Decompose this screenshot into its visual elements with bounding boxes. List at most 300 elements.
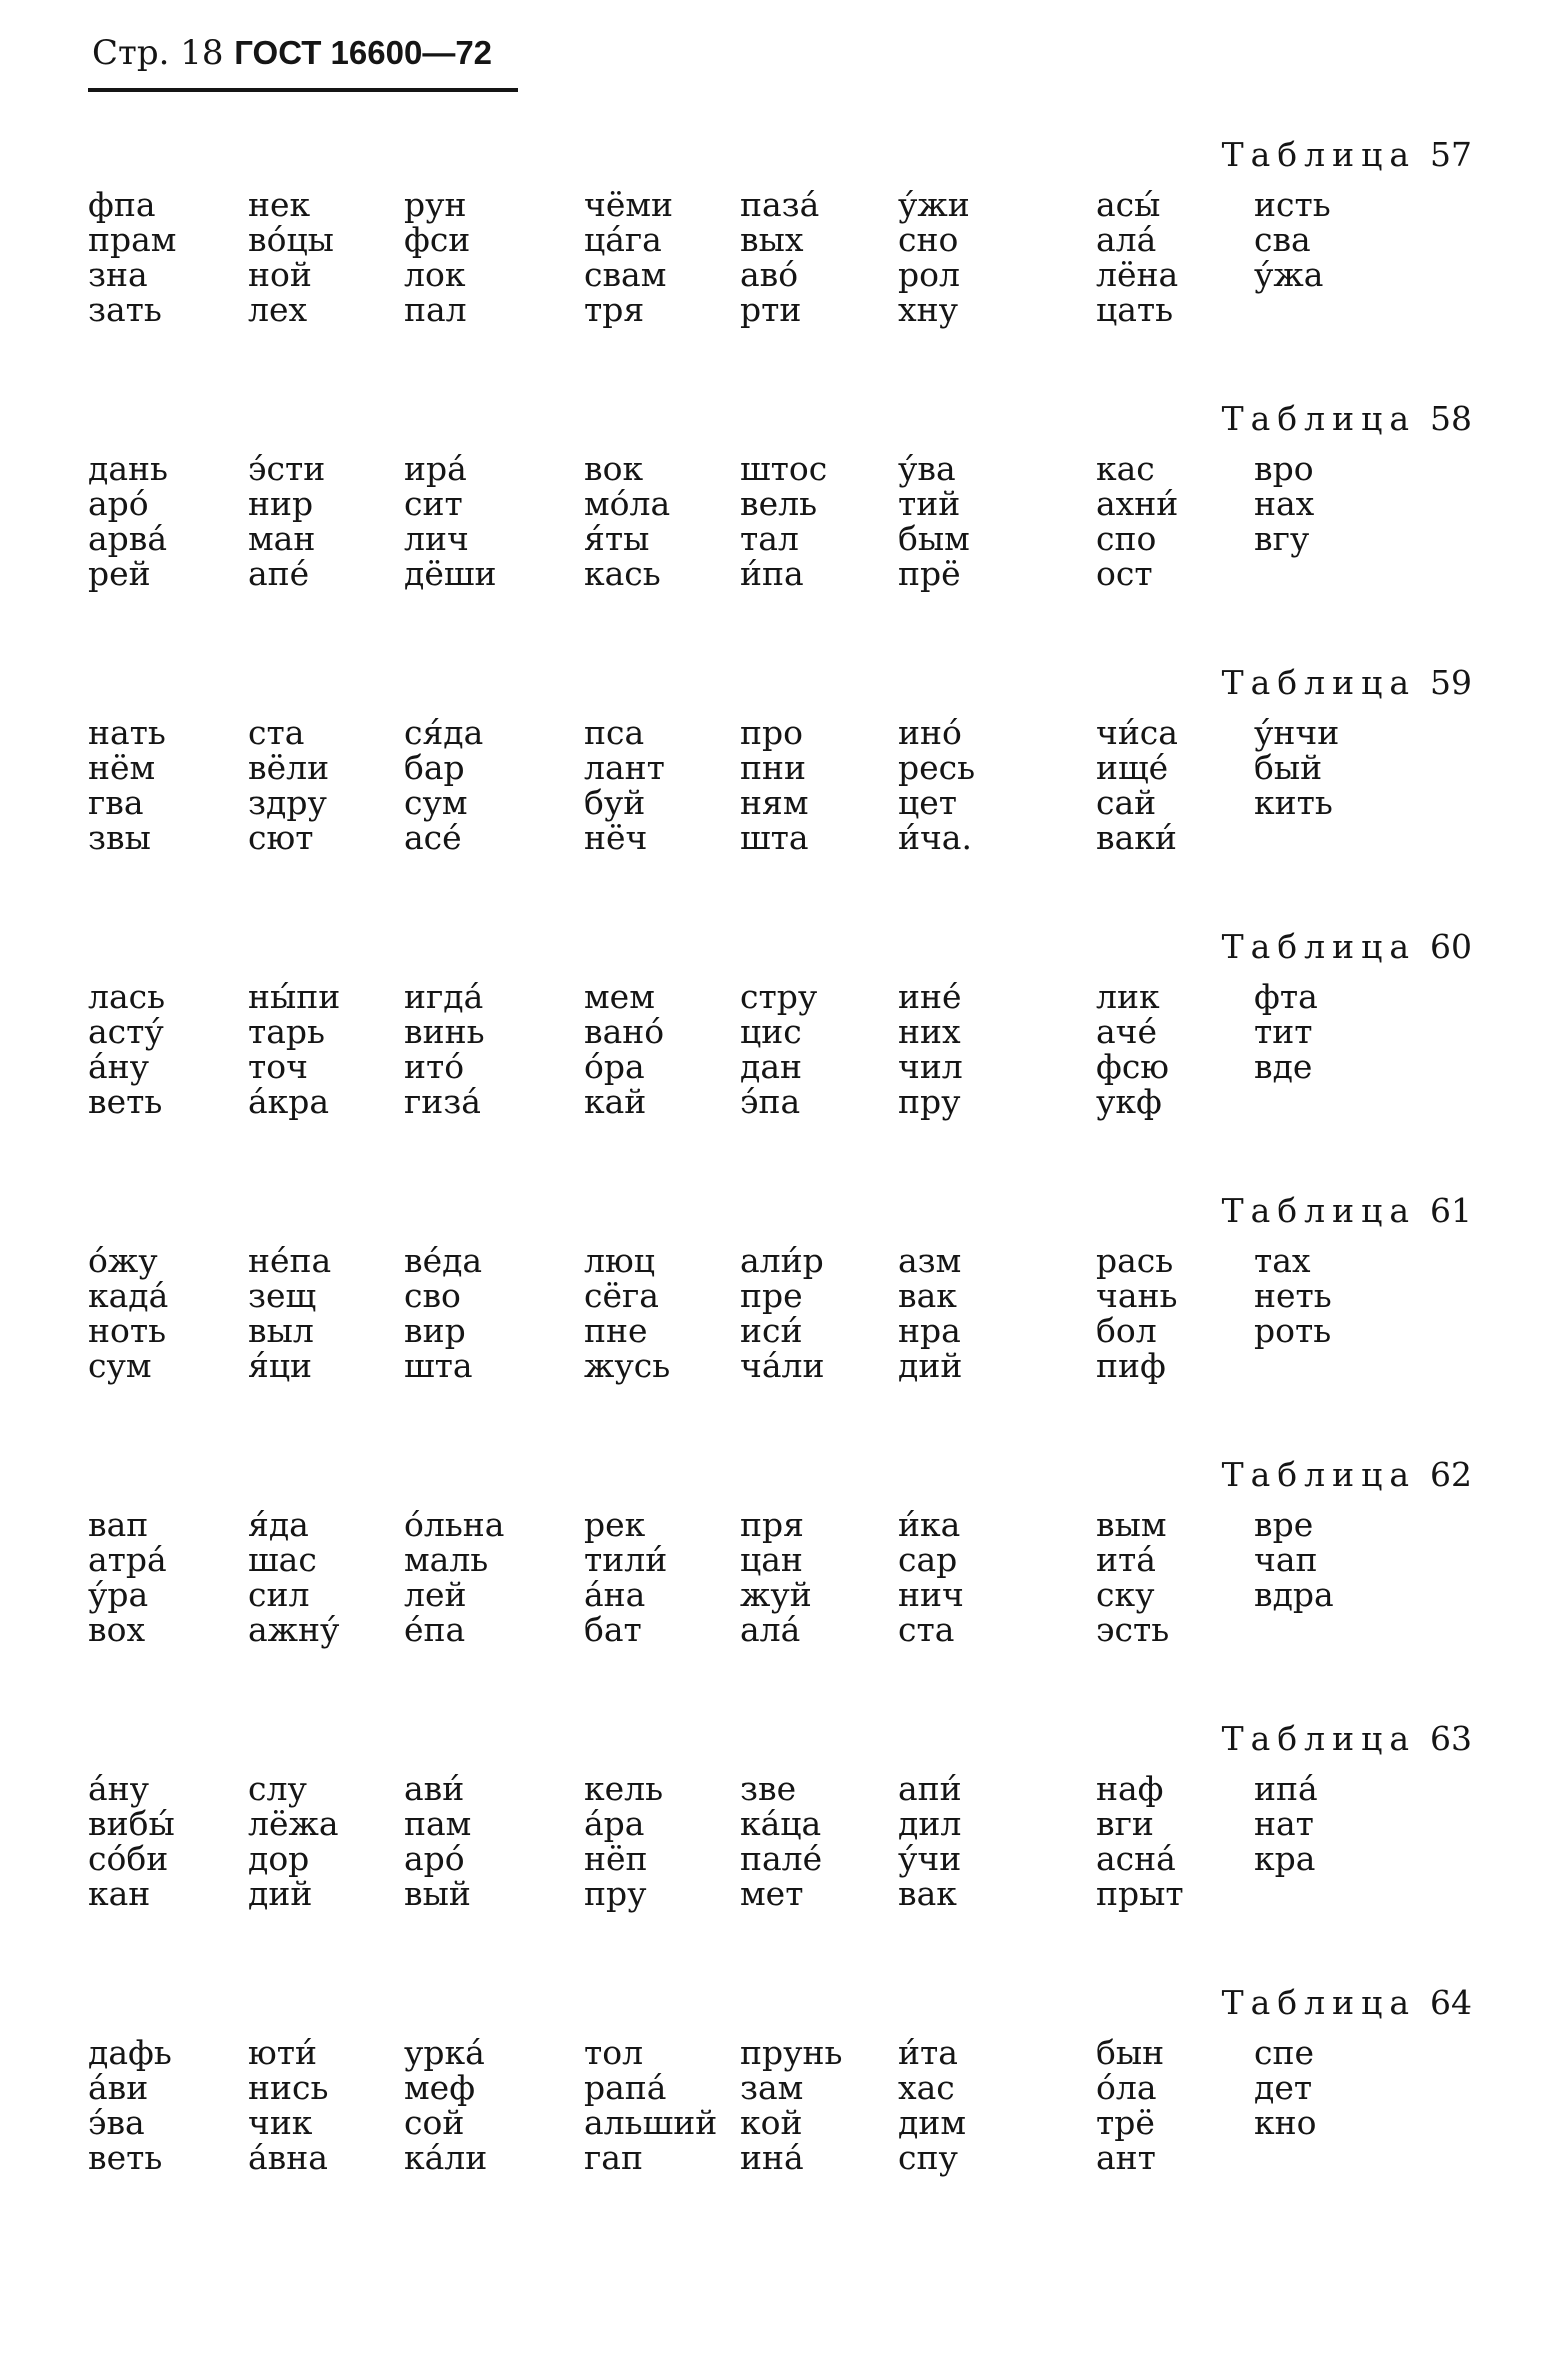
word: нич xyxy=(898,1575,964,1614)
word-column xyxy=(1254,1243,1332,1348)
word: люц xyxy=(584,1241,655,1280)
page-header xyxy=(92,33,493,73)
word-column xyxy=(404,715,483,855)
word: кра xyxy=(1254,1839,1316,1878)
word: альший xyxy=(584,2103,718,2142)
word: я́ци xyxy=(248,1346,313,1385)
word: о́ла xyxy=(1096,2068,1157,2107)
word: аро́ xyxy=(404,1839,465,1878)
word: пру xyxy=(898,1082,961,1121)
word: нир xyxy=(248,484,314,523)
word: ост xyxy=(1096,554,1153,593)
word: и́ча. xyxy=(898,818,972,857)
word: дафь xyxy=(88,2033,172,2072)
word: апе́ xyxy=(248,554,310,593)
word: ся́да xyxy=(404,713,484,752)
standard-designation: ГОСТ 16600—72 xyxy=(234,34,493,71)
word: пса xyxy=(584,713,645,752)
word: наф xyxy=(1096,1769,1164,1808)
word: пре xyxy=(740,1276,803,1315)
word: ца́га xyxy=(584,220,662,259)
word: вгу xyxy=(1254,519,1310,558)
word: прыт xyxy=(1096,1874,1184,1913)
word: ман xyxy=(248,519,316,558)
word: шас xyxy=(248,1540,317,1579)
word: пал xyxy=(404,290,467,329)
word-column xyxy=(1254,1771,1318,1876)
word-column xyxy=(1096,2035,1164,2175)
word: прунь xyxy=(740,2033,843,2072)
word-column xyxy=(584,715,665,855)
word: сют xyxy=(248,818,314,857)
word: а́вна xyxy=(248,2138,328,2177)
word: ант xyxy=(1096,2138,1156,2177)
word: меф xyxy=(404,2068,476,2107)
word: ина́ xyxy=(740,2138,804,2177)
word: цан xyxy=(740,1540,803,1579)
word-column xyxy=(1254,715,1339,820)
word: веть xyxy=(88,2138,163,2177)
word: юти́ xyxy=(248,2033,317,2072)
word: нись xyxy=(248,2068,329,2107)
word-column xyxy=(88,2035,172,2175)
word: аче́ xyxy=(1096,1012,1158,1051)
table-caption xyxy=(1222,927,1472,966)
word-column xyxy=(740,1507,812,1647)
word: хну xyxy=(898,290,959,329)
word: рол xyxy=(898,255,960,294)
word: ино́ xyxy=(898,713,962,752)
word: сво xyxy=(404,1276,461,1315)
word: трё xyxy=(1096,2103,1155,2142)
word: неть xyxy=(1254,1276,1332,1315)
table-label: Таблица xyxy=(1221,1455,1416,1494)
word: жусь xyxy=(584,1346,671,1385)
word: дий xyxy=(898,1346,963,1385)
word: о́жу xyxy=(88,1241,158,1280)
word: сай xyxy=(1096,783,1157,822)
word: слу xyxy=(248,1769,307,1808)
word: дет xyxy=(1254,2068,1313,2107)
word-column xyxy=(88,451,168,591)
word: пни xyxy=(740,748,806,787)
word-column xyxy=(248,1771,339,1911)
word-column xyxy=(404,2035,487,2175)
word: фсю xyxy=(1096,1047,1170,1086)
word: тили́ xyxy=(584,1540,668,1579)
table-number: 59 xyxy=(1430,663,1472,702)
word: ита́ xyxy=(1096,1540,1156,1579)
word: зещ xyxy=(248,1276,317,1315)
word: цис xyxy=(740,1012,802,1051)
table-caption xyxy=(1222,1455,1472,1494)
word: пне xyxy=(584,1311,648,1350)
word: кой xyxy=(740,2103,803,2142)
word: звы xyxy=(88,818,151,857)
word: а́на xyxy=(584,1575,646,1614)
word: у́жа xyxy=(1254,255,1324,294)
word: э́ва xyxy=(88,2103,145,2142)
word: о́ра xyxy=(584,1047,645,1086)
word: фси xyxy=(404,220,471,259)
word: тий xyxy=(898,484,961,523)
word-table-57 xyxy=(0,135,1564,365)
word: урка́ xyxy=(404,2033,485,2072)
word-column xyxy=(1254,979,1318,1084)
word-column xyxy=(248,715,329,855)
word-table-63 xyxy=(0,1719,1564,1949)
table-number: 62 xyxy=(1430,1455,1472,1494)
word: у́нчи xyxy=(1254,713,1340,752)
word-column xyxy=(1096,715,1178,855)
word-column xyxy=(740,187,819,327)
word: сёга xyxy=(584,1276,659,1315)
word-column xyxy=(898,187,970,327)
word-column xyxy=(404,1507,504,1647)
table-number: 61 xyxy=(1430,1191,1472,1230)
word: вак xyxy=(898,1276,957,1315)
word: апи́ xyxy=(898,1769,962,1808)
word: вёли xyxy=(248,748,330,787)
word: прам xyxy=(88,220,177,259)
word: атра́ xyxy=(88,1540,167,1579)
word: вох xyxy=(88,1610,146,1649)
word: спе xyxy=(1254,2033,1315,2072)
word: нах xyxy=(1254,484,1315,523)
word: вель xyxy=(740,484,818,523)
word: али́р xyxy=(740,1241,824,1280)
word-column xyxy=(740,1243,824,1383)
table-number: 64 xyxy=(1430,1983,1472,2022)
word-column xyxy=(584,1243,670,1383)
word: не́па xyxy=(248,1241,332,1280)
word: тит xyxy=(1254,1012,1313,1051)
word: е́па xyxy=(404,1610,466,1649)
word: фта xyxy=(1254,977,1318,1016)
word: кно xyxy=(1254,2103,1317,2142)
table-caption xyxy=(1222,663,1472,702)
word: ажну́ xyxy=(248,1610,340,1649)
word: роть xyxy=(1254,1311,1332,1350)
table-caption xyxy=(1222,1719,1472,1758)
word: чань xyxy=(1096,1276,1178,1315)
word: ка́ли xyxy=(404,2138,488,2177)
word: вре xyxy=(1254,1505,1314,1544)
word-column xyxy=(740,2035,843,2175)
word-column xyxy=(1096,1771,1184,1911)
word-column xyxy=(898,715,975,855)
word: бым xyxy=(898,519,970,558)
word: ипа́ xyxy=(1254,1769,1318,1808)
word: гап xyxy=(584,2138,643,2177)
word: вый xyxy=(404,1874,471,1913)
word: винь xyxy=(404,1012,485,1051)
word: ны́пи xyxy=(248,977,341,1016)
word: ча́ли xyxy=(740,1346,825,1385)
word: со́би xyxy=(88,1839,169,1878)
word-column xyxy=(248,2035,328,2175)
table-caption xyxy=(1222,1983,1472,2022)
word-column xyxy=(404,1771,471,1911)
word: пале́ xyxy=(740,1839,823,1878)
word: а́кра xyxy=(248,1082,330,1121)
word: рун xyxy=(404,185,467,224)
word-column xyxy=(404,1243,482,1383)
word: пиф xyxy=(1096,1346,1166,1385)
word-column xyxy=(1096,1243,1177,1383)
word-column xyxy=(584,979,664,1119)
word: лей xyxy=(404,1575,467,1614)
word-column xyxy=(1254,2035,1317,2140)
word: пру xyxy=(584,1874,647,1913)
word: дий xyxy=(248,1874,313,1913)
word: точ xyxy=(248,1047,308,1086)
word: вдра xyxy=(1254,1575,1334,1614)
word: ста xyxy=(248,713,305,752)
word: кить xyxy=(1254,783,1333,822)
word: а́ну xyxy=(88,1769,150,1808)
word: тарь xyxy=(248,1012,326,1051)
word: кась xyxy=(584,554,661,593)
word-column xyxy=(88,187,176,327)
word: маль xyxy=(404,1540,489,1579)
word-column xyxy=(404,451,497,591)
word: сой xyxy=(404,2103,465,2142)
word: бол xyxy=(1096,1311,1157,1350)
word: лок xyxy=(404,255,466,294)
word: чик xyxy=(248,2103,313,2142)
word-column xyxy=(740,979,817,1119)
word: вых xyxy=(740,220,804,259)
word: нёч xyxy=(584,818,648,857)
word: рапа́ xyxy=(584,2068,667,2107)
word: у́чи xyxy=(898,1839,962,1878)
table-label: Таблица xyxy=(1221,135,1416,174)
word: у́ра xyxy=(88,1575,149,1614)
word: лант xyxy=(584,748,665,787)
word: бар xyxy=(404,748,465,787)
word: вым xyxy=(1096,1505,1167,1544)
word-column xyxy=(248,451,325,591)
word: а́ра xyxy=(584,1804,645,1843)
word-column xyxy=(584,187,673,327)
word-column xyxy=(1096,451,1178,591)
word-column xyxy=(898,979,963,1119)
table-caption xyxy=(1222,135,1472,174)
word: мем xyxy=(584,977,655,1016)
word: чап xyxy=(1254,1540,1318,1579)
word: цать xyxy=(1096,290,1174,329)
word-column xyxy=(88,979,165,1119)
word: вап xyxy=(88,1505,149,1544)
table-label: Таблица xyxy=(1221,1983,1416,2022)
word-column xyxy=(88,1243,168,1383)
page-number: Стр. 18 xyxy=(92,33,224,73)
word-column xyxy=(1096,979,1169,1119)
word: сва xyxy=(1254,220,1311,259)
word: бат xyxy=(584,1610,642,1649)
word-column xyxy=(404,979,485,1119)
word: сар xyxy=(898,1540,958,1579)
word: ка́ца xyxy=(740,1804,822,1843)
word: вок xyxy=(584,449,644,488)
word-column xyxy=(1254,451,1314,556)
table-caption xyxy=(1222,399,1472,438)
word: выл xyxy=(248,1311,314,1350)
table-caption xyxy=(1222,1191,1472,1230)
word: зна xyxy=(88,255,148,294)
word-column xyxy=(898,1771,962,1911)
word: штос xyxy=(740,449,828,488)
word: и́ка xyxy=(898,1505,961,1544)
word: исть xyxy=(1254,185,1331,224)
word: свам xyxy=(584,255,667,294)
word-column xyxy=(740,451,827,591)
word-column xyxy=(248,187,334,327)
word-table-62 xyxy=(0,1455,1564,1685)
word: прё xyxy=(898,554,961,593)
word: веть xyxy=(88,1082,163,1121)
word: а́ви xyxy=(88,2068,149,2107)
word: асе́ xyxy=(404,818,462,857)
word: лёна xyxy=(1096,255,1179,294)
word: ала́ xyxy=(1096,220,1157,259)
word: у́ва xyxy=(898,449,956,488)
word: чёми xyxy=(584,185,674,224)
word: чил xyxy=(898,1047,963,1086)
word: и́та xyxy=(898,2033,958,2072)
word: нoть xyxy=(88,1311,167,1350)
word: тал xyxy=(740,519,799,558)
word-column xyxy=(898,1243,962,1383)
word: о́льна xyxy=(404,1505,505,1544)
word: я́ты xyxy=(584,519,650,558)
word: хас xyxy=(898,2068,955,2107)
table-number: 63 xyxy=(1430,1719,1472,1758)
word: пам xyxy=(404,1804,472,1843)
word: кан xyxy=(88,1874,151,1913)
word: них xyxy=(898,1012,961,1051)
word: лич xyxy=(404,519,469,558)
word: рась xyxy=(1096,1241,1174,1280)
word: э́па xyxy=(740,1082,801,1121)
word: сум xyxy=(404,783,468,822)
word: буй xyxy=(584,783,646,822)
word: нёп xyxy=(584,1839,648,1878)
word: бый xyxy=(1254,748,1323,787)
word-table-61 xyxy=(0,1191,1564,1421)
word-table-64 xyxy=(0,1983,1564,2213)
word: укф xyxy=(1096,1082,1162,1121)
word: тол xyxy=(584,2033,644,2072)
word-table-58 xyxy=(0,399,1564,629)
word-column xyxy=(248,1243,331,1383)
word-column xyxy=(584,2035,717,2175)
word: я́да xyxy=(248,1505,309,1544)
word: игда́ xyxy=(404,977,484,1016)
word: дань xyxy=(88,449,168,488)
word: ине́ xyxy=(898,977,962,1016)
word: про xyxy=(740,713,803,752)
word: тря xyxy=(584,290,645,329)
word: фпа xyxy=(88,185,156,224)
word-column xyxy=(740,715,809,855)
word: дан xyxy=(740,1047,802,1086)
word: азм xyxy=(898,1241,962,1280)
word: зать xyxy=(88,290,162,329)
word: чи́са xyxy=(1096,713,1178,752)
word: нат xyxy=(1254,1804,1314,1843)
word: паза́ xyxy=(740,185,820,224)
word: гва xyxy=(88,783,144,822)
table-number: 58 xyxy=(1430,399,1472,438)
word-column xyxy=(248,979,340,1119)
word-column xyxy=(898,1507,964,1647)
table-label: Таблица xyxy=(1221,1719,1416,1758)
word: лик xyxy=(1096,977,1160,1016)
word: ску xyxy=(1096,1575,1155,1614)
word: шта xyxy=(404,1346,473,1385)
word: ала́ xyxy=(740,1610,801,1649)
table-label: Таблица xyxy=(1221,927,1416,966)
header-rule xyxy=(88,88,518,92)
word: вир xyxy=(404,1311,466,1350)
word: ира́ xyxy=(404,449,467,488)
word-column xyxy=(898,2035,966,2175)
word: ресь xyxy=(898,748,976,787)
word: нём xyxy=(88,748,156,787)
word: сум xyxy=(88,1346,152,1385)
word: кас xyxy=(1096,449,1155,488)
table-label: Таблица xyxy=(1221,663,1416,702)
word: ваки́ xyxy=(1096,818,1177,857)
word-column xyxy=(88,1507,167,1647)
word: у́жи xyxy=(898,185,970,224)
word: здру xyxy=(248,783,327,822)
word: сно xyxy=(898,220,959,259)
word: када́ xyxy=(88,1276,169,1315)
word: вги xyxy=(1096,1804,1154,1843)
word-column xyxy=(1096,1507,1169,1647)
word-column xyxy=(248,1507,339,1647)
word: лёжа xyxy=(248,1804,339,1843)
word: бын xyxy=(1096,2033,1165,2072)
word: вано́ xyxy=(584,1012,665,1051)
word: пря xyxy=(740,1505,804,1544)
word-table-60 xyxy=(0,927,1564,1157)
word-column xyxy=(1096,187,1178,327)
word: асту́ xyxy=(88,1012,164,1051)
word: ста xyxy=(898,1610,955,1649)
word: аро́ xyxy=(88,484,149,523)
table-number: 60 xyxy=(1430,927,1472,966)
word: вибы́ xyxy=(88,1804,175,1843)
word: дор xyxy=(248,1839,310,1878)
word: асна́ xyxy=(1096,1839,1176,1878)
word: во́цы xyxy=(248,220,334,259)
word: нра xyxy=(898,1311,961,1350)
word: вде xyxy=(1254,1047,1313,1086)
word: тах xyxy=(1254,1241,1311,1280)
word: ной xyxy=(248,255,312,294)
word: вак xyxy=(898,1874,957,1913)
word: дим xyxy=(898,2103,966,2142)
word: кай xyxy=(584,1082,647,1121)
word: асы́ xyxy=(1096,185,1161,224)
word-column xyxy=(88,715,166,855)
word: зве xyxy=(740,1769,797,1808)
word-column xyxy=(584,1507,667,1647)
